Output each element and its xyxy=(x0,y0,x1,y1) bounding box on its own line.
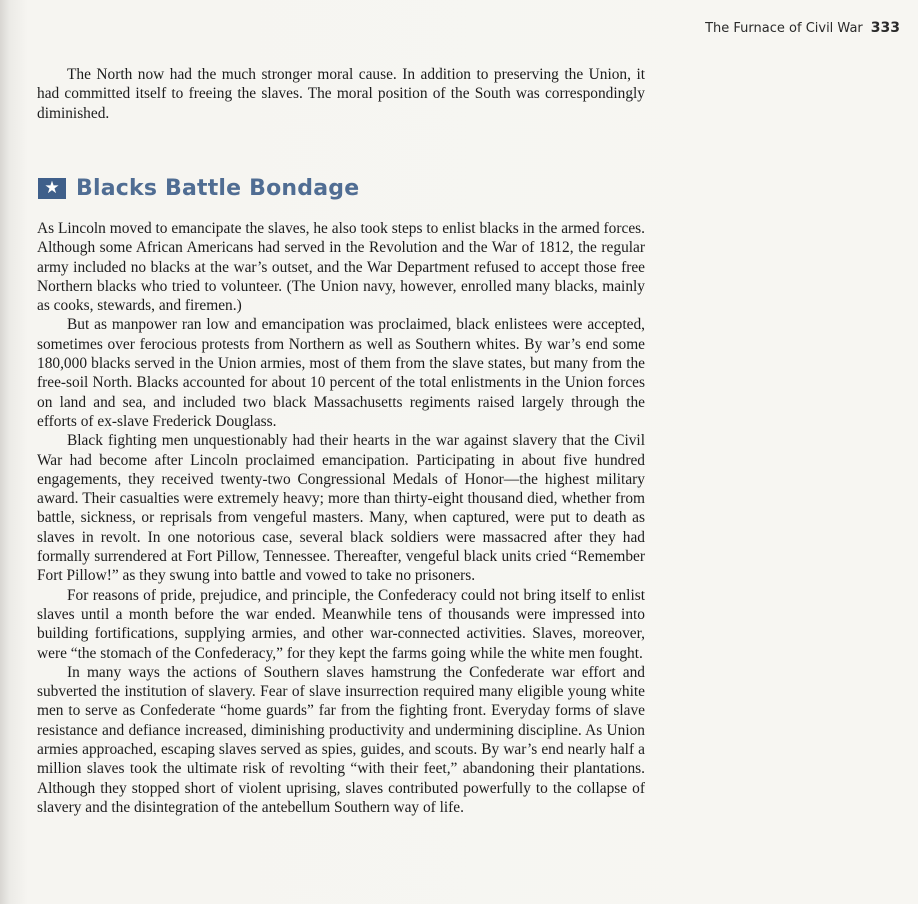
section-heading xyxy=(38,176,359,201)
paragraph: For reasons of pride, prejudice, and principle, the Confederacy could not bring itself to enlist slaves until a month before the war ended. Meanwhile tens of thousands were impressed into building fortifications, supplying armies, and other war-connected activities. Slaves, moreover, were “the stomach of the Confederacy,” for they kept the farms going while the white men fought. xyxy=(37,586,645,662)
section-title: Blacks Battle Bondage xyxy=(76,176,360,201)
paragraph: Black fighting men unquestionably had their hearts in the war against slavery that the Civil War had become after Lincoln proclaimed emancipation. Participating in about five hundred engagements, they received twenty-two Congressional Medals of Honor—the highest military award. Their casualties were extremely heavy; more than thirty-eight thousand died, whether from battle, sickness, or reprisals from vengeful masters. Many, when captured, were put to death as slaves in revolt. In one notorious case, several black soldiers were massacred after they had formally surrendered at Fort Pillow, Tennessee. Thereafter, vengeful black units cried “Remember Fort Pillow!” as they swung into battle and vowed to take no prisoners. xyxy=(37,432,645,585)
chapter-title: The Furnace of Civil War xyxy=(705,21,863,36)
intro-paragraph: The North now had the much stronger moral cause. In addition to preserving the Union, it had committed itself to freeing the slaves. The moral position of the South was correspondingly diminished. xyxy=(37,66,645,122)
star-icon: ★ xyxy=(38,178,66,199)
paragraph: As Lincoln moved to emancipate the slaves, he also took steps to enlist blacks in the armed forces. Although some African Americans had served in the Revolution and the War of 1812, the regular army included no blacks at the war’s outset, and the War Department refused to accept those free Northern blacks who tried to volunteer. (The Union navy, however, enrolled many blacks, mainly as cooks, stewards, and firemen.) xyxy=(37,220,645,315)
paragraph: But as manpower ran low and emancipation was proclaimed, black enlistees were accepted, sometimes over ferocious protests from Northern as well as Southern whites. By war’s end some 180,000 blacks served in the Union armies, most of them from the slave states, but many from the free-soil North. Blacks accounted for about 10 percent of the total enlistments in the Union forces on land and sea, and included two black Massachusetts regiments raised largely through the efforts of ex-slave Frederick Douglass. xyxy=(37,316,645,430)
intro-text xyxy=(37,65,645,123)
running-head xyxy=(705,20,900,36)
page-number: 333 xyxy=(870,20,900,36)
section-body xyxy=(37,219,645,817)
paragraph: In many ways the actions of Southern slaves hamstrung the Confederate war effort and subverted the institution of slavery. Fear of slave insurrection required many eligible young white men to serve as Confederate “home guards” far from the fighting front. Everyday forms of slave resistance and defiance increased, diminishing productivity and undermining discipline. As Union armies approached, escaping slaves served as spies, guides, and scouts. By war’s end nearly half a million slaves took the ultimate risk of revolting “with their feet,” abandoning their plantations. Although they stopped short of violent uprising, slaves contributed powerfully to the collapse of slavery and the disintegration of the antebellum Southern way of life. xyxy=(37,663,645,816)
